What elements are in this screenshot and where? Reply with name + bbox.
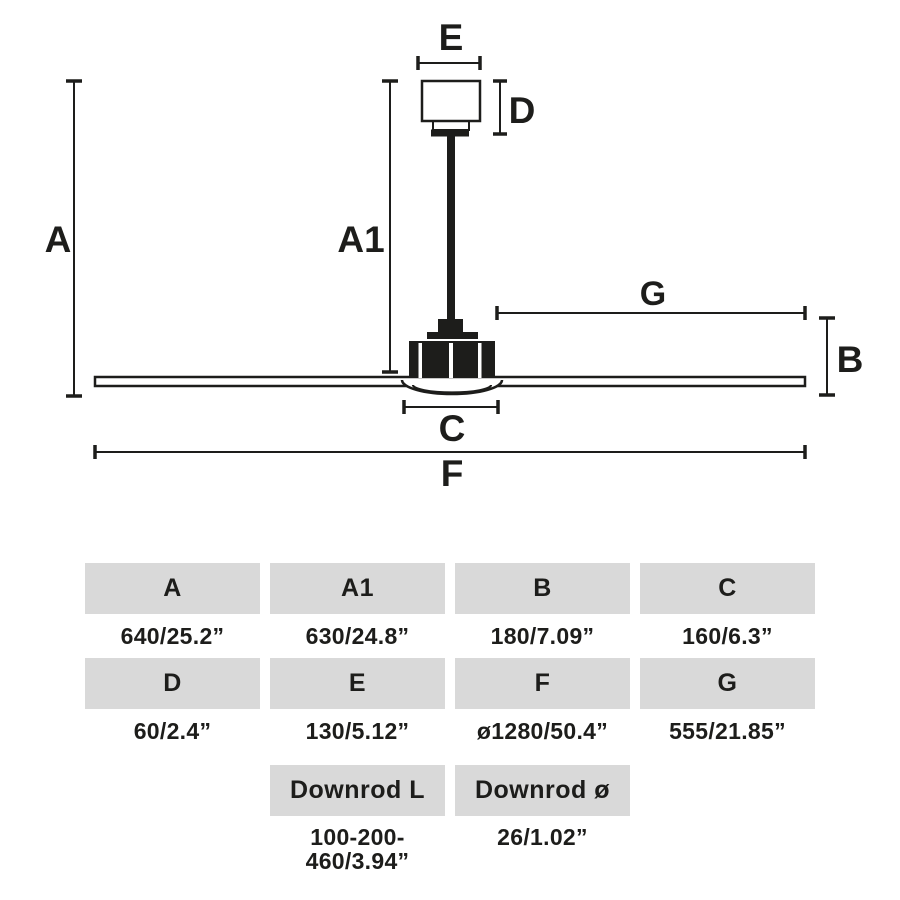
spec-value-g: 555/21.85” xyxy=(669,717,786,744)
spec-value-a1: 630/24.8” xyxy=(305,622,410,649)
spec-header-cell-d: D xyxy=(85,658,260,709)
dimension-a1 xyxy=(337,81,398,372)
spec-header-cell-downrod-l: Downrod L xyxy=(270,765,445,816)
spec-header-row-3 xyxy=(85,765,815,816)
spec-header-cell-downrod-dia: Downrod ø xyxy=(455,765,630,816)
dim-label-g: G xyxy=(639,275,667,313)
spec-value-downrod-dia: 26/1.02” xyxy=(497,824,588,850)
spec-header-cell-b: B xyxy=(455,563,630,614)
fan-drawing xyxy=(95,81,805,394)
spec-value-row-1 xyxy=(85,614,815,658)
spec-value-d: 60/2.4” xyxy=(133,717,212,744)
dimension-g xyxy=(497,275,805,320)
spec-value-row-2 xyxy=(85,709,815,753)
dim-label-a1: A1 xyxy=(337,219,385,260)
dim-label-e: E xyxy=(438,17,464,58)
motor-seam-center xyxy=(449,343,453,378)
dimension-d xyxy=(493,81,535,134)
spec-header-cell-a1: A1 xyxy=(270,563,445,614)
motor-seam-right xyxy=(478,343,482,378)
fan-downrod xyxy=(447,135,455,321)
spec-value-f: ø1280/50.4” xyxy=(476,717,609,744)
motor-seam-left xyxy=(419,343,423,378)
spec-header-cell-e: E xyxy=(270,658,445,709)
dimension-a xyxy=(45,81,82,396)
dim-label-b: B xyxy=(836,339,864,380)
spec-header-row-2 xyxy=(85,658,815,709)
dim-label-a: A xyxy=(44,219,72,260)
spec-header-cell-g: G xyxy=(640,658,815,709)
spec-table xyxy=(85,563,815,876)
dim-label-c: C xyxy=(438,408,466,449)
spec-value-e: 130/5.12” xyxy=(305,717,410,744)
spec-header-cell-a: A xyxy=(85,563,260,614)
spec-value-downrod-l: 100-200-460/3.94” xyxy=(305,824,410,874)
dimension-e xyxy=(418,17,480,70)
dim-label-d: D xyxy=(508,90,536,131)
dimension-f xyxy=(95,445,805,494)
fan-canopy xyxy=(422,81,480,121)
spec-value-a: 640/25.2” xyxy=(120,622,225,649)
spec-value-b: 180/7.09” xyxy=(490,622,595,649)
spec-header-cell-f: F xyxy=(455,658,630,709)
spec-value-row-3 xyxy=(85,816,815,876)
fan-motor-top-plate xyxy=(427,332,478,339)
dimension-b xyxy=(819,318,863,395)
spec-header-cell-c: C xyxy=(640,563,815,614)
spec-header-row-1 xyxy=(85,563,815,614)
spec-value-c: 160/6.3” xyxy=(682,622,773,649)
dim-label-f: F xyxy=(440,453,464,494)
dimension-c xyxy=(404,400,498,449)
